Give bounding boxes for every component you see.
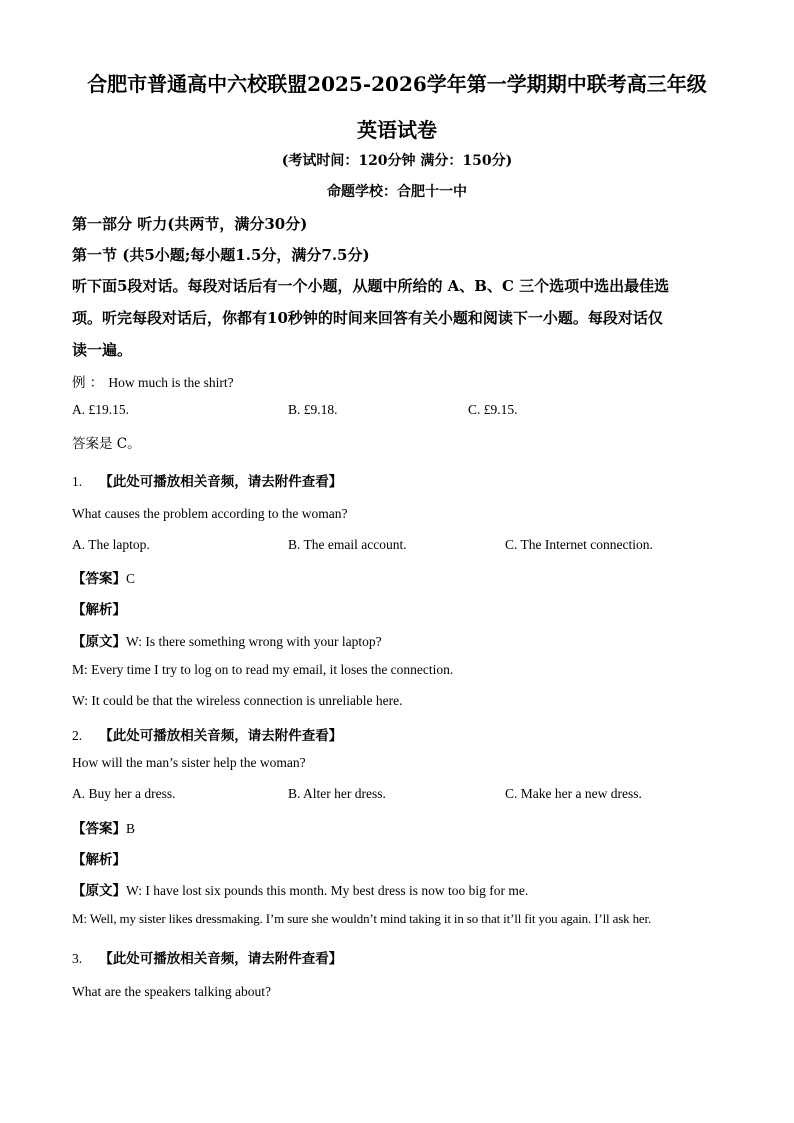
- question-1-transcript-line-1: [72, 630, 382, 650]
- audio-placeholder: 【此处可播放相关音频，请去附件查看】: [99, 951, 343, 967]
- question-1-answer: [72, 567, 135, 587]
- audio-placeholder: 【此处可播放相关音频，请去附件查看】: [99, 728, 343, 744]
- instruction-line-2: 项。听完每段对话后，你都有10秒钟的时间来回答有关小题和阅读下一小题。每段对话仅: [72, 309, 663, 327]
- question-number: 2.: [72, 728, 83, 743]
- question-2-option-b: B. Alter her dress.: [288, 786, 386, 801]
- question-number: 3.: [72, 951, 83, 966]
- instruction-line-3: 读一遍。: [72, 341, 133, 359]
- answer-value: B: [126, 821, 136, 836]
- transcript-label: 【原文】: [72, 634, 126, 650]
- question-2-header: [72, 724, 342, 744]
- question-1-header: [72, 470, 342, 490]
- answer-label: 【答案】: [72, 571, 126, 587]
- question-2-option-c: C. Make her a new dress.: [505, 786, 642, 801]
- question-1-option-c: C. The Internet connection.: [505, 537, 653, 552]
- answer-value: C: [126, 571, 136, 586]
- example-prefix: 例 ：: [72, 375, 104, 391]
- answer-label: 【答案】: [72, 821, 126, 837]
- part1-heading: 第一部分 听力(共两节，满分30分): [72, 215, 308, 233]
- question-1-transcript-line-2: M: Every time I try to log on to read my email, it loses the connection.: [72, 662, 454, 677]
- exam-title: 合肥市普通高中六校联盟2025-2026学年第一学期期中联考高三年级: [87, 72, 707, 96]
- transcript-label: 【原文】: [72, 883, 126, 899]
- question-1-text: What causes the problem according to the woman?: [72, 506, 348, 521]
- transcript-text: W: Is there something wrong with your laptop?: [126, 634, 382, 649]
- example-question: How much is the shirt?: [108, 375, 234, 390]
- audio-placeholder: 【此处可播放相关音频，请去附件查看】: [99, 474, 343, 490]
- section1-heading: 第一节 (共5小题;每小题1.5分，满分7.5分): [72, 246, 370, 264]
- exam-school: 命题学校：合肥十一中: [327, 184, 467, 200]
- question-2-text: How will the man’s sister help the woman?: [72, 755, 306, 770]
- question-1-transcript-line-3: W: It could be that the wireless connection is unreliable here.: [72, 693, 403, 708]
- example-answer: 答案是 C。: [72, 436, 141, 452]
- question-2-option-a: A. Buy her a dress.: [72, 786, 176, 801]
- question-2-transcript-line-1: [72, 879, 528, 899]
- question-1-analysis-label: 【解析】: [72, 602, 126, 618]
- question-2-analysis-label: 【解析】: [72, 852, 126, 868]
- instruction-line-1: 听下面5段对话。每段对话后有一个小题，从题中所给的 A、B、C 三个选项中选出最佳选: [72, 277, 670, 295]
- question-3-header: [72, 947, 342, 967]
- question-2-transcript-line-2: M: Well, my sister likes dressmaking. I’m sure she wouldn’t mind taking it in so that it’ll fit you again. I’ll ask her.: [72, 911, 652, 926]
- question-2-answer: [72, 817, 135, 837]
- example-question-line: [72, 371, 234, 391]
- exam-info: (考试时间：120分钟 满分：150分): [281, 153, 513, 169]
- question-3-text: What are the speakers talking about?: [72, 984, 272, 999]
- example-option-a: A. £19.15.: [72, 402, 129, 417]
- transcript-text: W: I have lost six pounds this month. My best dress is now too big for me.: [126, 883, 529, 898]
- exam-subject: 英语试卷: [357, 118, 437, 142]
- example-option-b: B. £9.18.: [288, 402, 338, 417]
- question-number: 1.: [72, 474, 83, 489]
- question-1-option-a: A. The laptop.: [72, 537, 150, 552]
- example-option-c: C. £9.15.: [468, 402, 518, 417]
- question-1-option-b: B. The email account.: [288, 537, 407, 552]
